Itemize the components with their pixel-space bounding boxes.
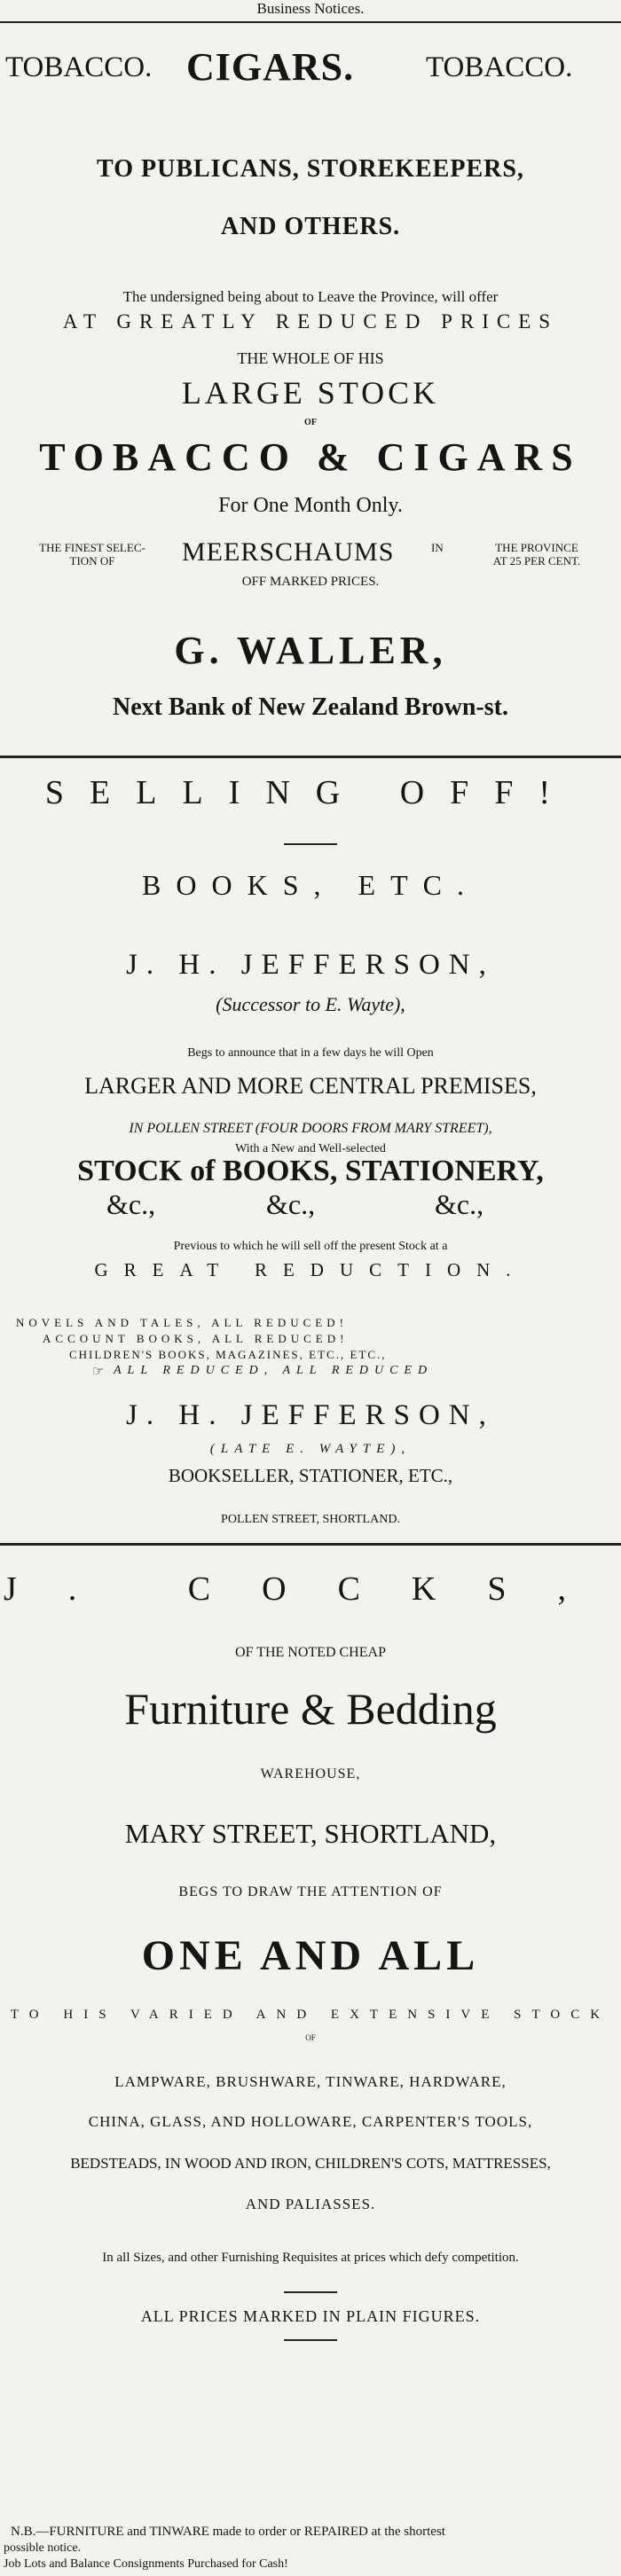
ad3-to-varied: TO HIS VARIED AND EXTENSIVE STOCK [10,2008,611,2022]
ad3-goods-1: LAMPWARE, BRUSHWARE, TINWARE, HARDWARE, [114,2073,507,2090]
ad1-tobacco-cigars: TOBACCO & CIGARS [39,435,582,479]
ad3-goods-4: AND PALIASSES. [245,2196,376,2212]
ad1-title-right: TOBACCO. [426,51,573,83]
ad2-street: POLLEN STREET, SHORTLAND. [221,1513,400,1526]
ad2-stock: STOCK of BOOKS, STATIONERY, [77,1155,544,1187]
ad3-goods-2: CHINA, GLASS, AND HOLLOWARE, CARPENTER'S TOOLS, [88,2113,533,2130]
ad2-with-new: With a New and Well-selected [235,1142,386,1155]
ad2-successor: (Successor to E. Wayte), [216,993,405,1015]
ad1-finest-in: IN [431,541,444,554]
ad3-nb-1: N.B.—FURNITURE and TINWARE made to order or REPAIRED at the shortest [11,2525,445,2539]
ad3-goods-3: BEDSTEADS, IN WOOD AND IRON, CHILDREN'S COTS, MATTRESSES, [70,2155,551,2172]
ad2-etc-2: &c., [266,1188,316,1220]
ad3-sizes: In all Sizes, and other Furnishing Requisites at prices which defy competition. [102,2251,519,2265]
ad1-finest-right [454,541,619,568]
ad3-nb-2: possible notice. [4,2541,82,2555]
ad3-dash-2 [284,2339,337,2341]
ad2-list-4: ALL REDUCED, ALL REDUCED [114,1364,434,1377]
ad3-one-and-all: ONE AND ALL [141,1932,480,1979]
ad1-meerschaums: MEERSCHAUMS [182,537,395,567]
ad1-whole: THE WHOLE OF HIS [237,349,384,367]
section-title: Business Notices. [256,0,365,17]
ad3-begs: BEGS TO DRAW THE ATTENTION OF [178,1884,443,1899]
ad-divider-2 [0,1543,621,1546]
ad1-name: G. WALLER, [174,629,447,672]
ad3-mary: MARY STREET, SHORTLAND, [124,1818,497,1849]
ad2-books: BOOKS, ETC. [142,869,479,901]
ad3-name: J. COCKS, [4,1570,617,1608]
ad1-address: Next Bank of New Zealand Brown-st. [113,693,508,721]
ad2-previous: Previous to which he will sell off the present Stock at a [173,1240,448,1253]
ad1-to-line1: TO PUBLICANS, STOREKEEPERS, [97,155,524,183]
ad3-noted: OF THE NOTED CHEAP [235,1645,386,1660]
ad1-off-marked: OFF MARKED PRICES. [241,575,380,589]
ad1-finest-right-2: AT 25 PER CENT. [492,554,581,568]
ad2-dash-1 [284,843,337,845]
ad3-dash [284,2291,337,2293]
ad2-selling-off: SELLING OFF! [44,774,577,811]
ad1-finest-left [4,541,181,568]
ad2-late: (LATE E. WAYTE), [209,1442,412,1456]
ad2-etc-1: &c., [106,1188,156,1220]
ad-divider-1 [0,756,621,758]
ad3-furniture: Furniture & Bedding [124,1684,497,1734]
ad2-name: J. H. JEFFERSON, [126,949,495,981]
ad1-title-left: TOBACCO. [5,51,153,83]
ad1-large-stock: LARGE STOCK [181,375,440,411]
ad1-finest-right-1: THE PROVINCE [495,541,578,554]
ad1-intro: The undersigned being about to Leave the Province, will offer [122,288,499,305]
ad1-title-center: CIGARS. [186,45,355,89]
ad2-list-1: NOVELS AND TALES, ALL REDUCED! [16,1316,348,1329]
ad1-to-line2: AND OTHERS. [220,213,401,240]
ad1-finest-left-2: TION OF [69,554,115,568]
ad2-premises: LARGER AND MORE CENTRAL PREMISES, [84,1073,537,1099]
ad1-finest-left-1: THE FINEST SELEC- [39,541,145,554]
ad2-bookseller: BOOKSELLER, STATIONER, ETC., [168,1465,453,1486]
ad3-nb-3: Job Lots and Balance Consignments Purchased for Cash! [4,2557,288,2571]
ad2-list-3: CHILDREN'S BOOKS, MAGAZINES, ETC., ETC., [69,1348,387,1361]
ad2-etc-3: &c., [435,1188,484,1220]
ad3-of: OF [305,2033,316,2042]
ad2-begs: Begs to announce that in a few days he will Open [187,1046,434,1060]
ad2-list-2: ACCOUNT BOOKS, ALL REDUCED! [43,1332,349,1345]
ad1-one-month: For One Month Only. [218,494,403,517]
pointing-hand-icon: ☞ [92,1363,105,1379]
header-rule [0,21,621,23]
ad3-prices: ALL PRICES MARKED IN PLAIN FIGURES. [140,2307,481,2325]
ad2-great-reduction: GREAT REDUCTION. [94,1259,527,1280]
ad3-warehouse: WAREHOUSE, [260,1766,361,1781]
ad1-reduced: AT GREATLY REDUCED PRICES [62,310,559,333]
ad1-of: OF [304,418,317,427]
ad2-name-2: J. H. JEFFERSON, [126,1399,495,1431]
ad2-pollen: IN POLLEN STREET (FOUR DOORS FROM MARY STREET), [129,1121,492,1136]
